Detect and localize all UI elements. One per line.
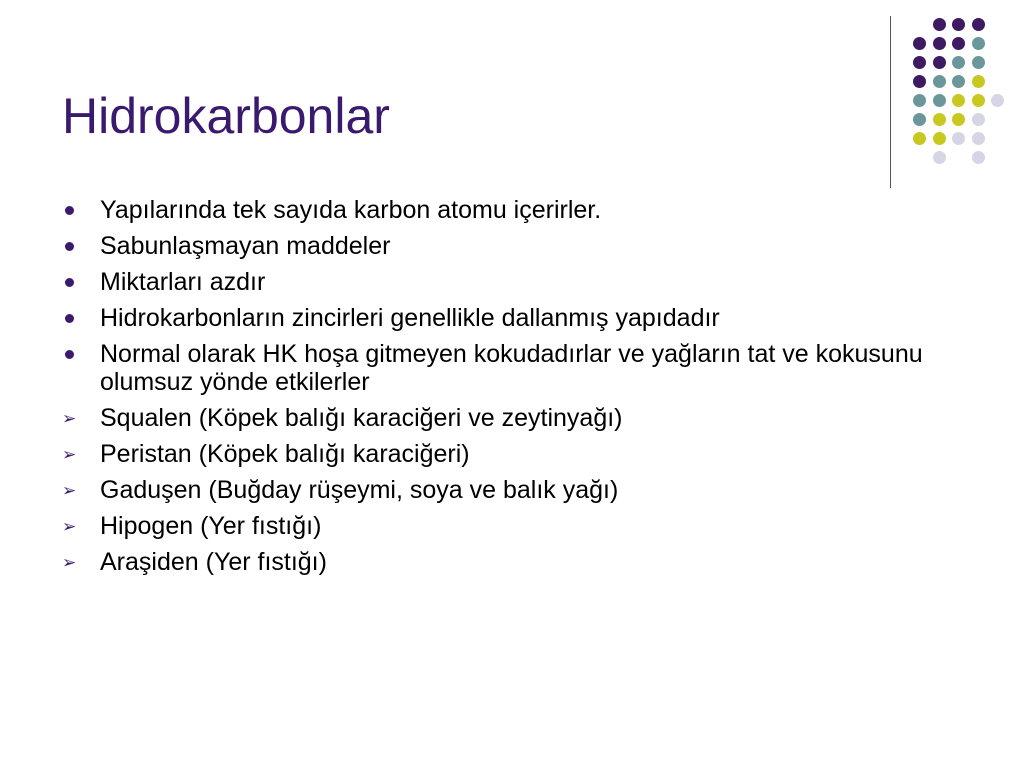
bullet-item	[62, 440, 962, 468]
grid-dot	[933, 56, 946, 69]
grid-dot	[913, 37, 926, 50]
bullet-item	[62, 512, 962, 540]
grid-dot	[933, 132, 946, 145]
arrow-bullet-icon: ➢	[62, 409, 77, 428]
bullet-dot-icon	[65, 242, 74, 251]
bullet-text: Gaduşen (Buğday rüşeymi, soya ve balık yağı)	[100, 476, 619, 504]
bullet-text: Peristan (Köpek balığı karaciğeri)	[100, 440, 470, 468]
grid-dot	[952, 113, 965, 126]
grid-dot	[972, 113, 985, 126]
grid-dot	[952, 132, 965, 145]
grid-dot	[933, 18, 946, 31]
bullet-item	[62, 548, 962, 576]
arrow-bullet-icon: ➢	[62, 517, 77, 536]
bullet-dot-icon	[65, 278, 74, 287]
grid-dot	[972, 132, 985, 145]
bullet-item	[62, 476, 962, 504]
grid-dot	[913, 56, 926, 69]
slide-title: Hidrokarbonlar	[62, 88, 390, 144]
bullet-text: Squalen (Köpek balığı karaciğeri ve zeytinyağı)	[100, 404, 623, 432]
bullet-dot-icon	[65, 314, 74, 323]
grid-dot	[952, 37, 965, 50]
bullet-text: Normal olarak HK hoşa gitmeyen kokudadırlar ve yağların tat ve kokusunu olumsuz yönde etkilerler	[100, 340, 923, 396]
grid-dot	[972, 151, 985, 164]
bullet-text: Araşiden (Yer fıstığı)	[100, 548, 327, 576]
arrow-bullet-icon: ➢	[62, 481, 77, 500]
bullet-item	[62, 196, 962, 224]
bullet-dot-icon	[65, 206, 74, 215]
grid-dot	[972, 37, 985, 50]
grid-dot	[913, 75, 926, 88]
grid-dot	[913, 94, 926, 107]
grid-dot	[991, 94, 1004, 107]
grid-dot	[913, 113, 926, 126]
bullet-item	[62, 232, 962, 260]
grid-dot	[972, 75, 985, 88]
arrow-bullet-icon: ➢	[62, 445, 77, 464]
vertical-divider	[890, 16, 891, 188]
bullet-text: Hipogen (Yer fıstığı)	[100, 512, 322, 540]
bullet-item	[62, 268, 962, 296]
grid-dot	[952, 94, 965, 107]
bullet-item	[62, 404, 962, 432]
bullet-list	[62, 196, 962, 584]
bullet-item	[62, 340, 962, 396]
grid-dot	[972, 18, 985, 31]
grid-dot	[933, 37, 946, 50]
grid-dot	[972, 94, 985, 107]
grid-dot	[972, 56, 985, 69]
bullet-text: Miktarları azdır	[100, 268, 266, 296]
grid-dot	[933, 75, 946, 88]
bullet-text: Hidrokarbonların zincirleri genellikle dallanmış yapıdadır	[100, 304, 720, 332]
grid-dot	[952, 18, 965, 31]
bullet-item	[62, 304, 962, 332]
grid-dot	[933, 151, 946, 164]
grid-dot	[933, 94, 946, 107]
arrow-bullet-icon: ➢	[62, 553, 77, 572]
grid-dot	[952, 56, 965, 69]
grid-dot	[933, 113, 946, 126]
grid-dot	[952, 75, 965, 88]
grid-dot	[913, 132, 926, 145]
bullet-text: Sabunlaşmayan maddeler	[100, 232, 391, 260]
bullet-text: Yapılarında tek sayıda karbon atomu içerirler.	[100, 196, 602, 224]
bullet-dot-icon	[65, 350, 74, 359]
